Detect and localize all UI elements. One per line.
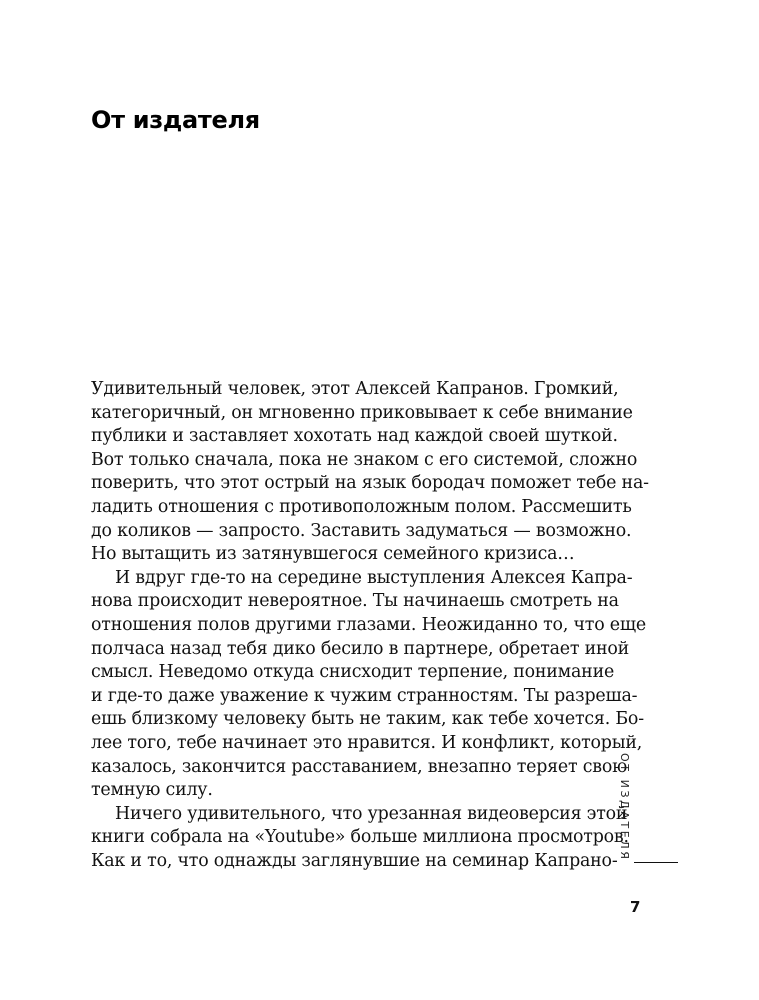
text-line: поверить, что этот острый на язык бородач поможет тебе на-: [91, 473, 649, 494]
text-line: и где-то даже уважение к чужим странностям. Ты разреша-: [91, 685, 638, 706]
margin-rule: [634, 862, 678, 863]
text-line: И вдруг где-то на середине выступления Алексея Капра-: [115, 567, 633, 588]
text-line: Но вытащить из затянувшегося семейного кризиса…: [91, 544, 575, 565]
text-line: Удивительный человек, этот Алексей Капранов. Громкий,: [91, 379, 619, 399]
text-line: казалось, закончится расставанием, внезапно теряет свою: [91, 756, 628, 777]
text-line: лее того, тебе начинает это нравится. И конфликт, который,: [91, 732, 643, 753]
text-line: полчаса назад тебя дико бесило в партнере, обретает иной: [91, 638, 630, 659]
page-number: 7: [630, 898, 641, 916]
text-line: категоричный, он мгновенно приковывает к себе внимание: [91, 402, 633, 423]
text-line: книги собрала на «Youtube» больше миллиона просмотров.: [91, 827, 629, 848]
text-line: публики и заставляет хохотать над каждой своей шуткой.: [91, 426, 618, 447]
text-line: Вот только сначала, пока не знаком с его системой, сложно: [91, 449, 638, 470]
text-line: смысл. Неведомо откуда снисходит терпение, понимание: [91, 662, 615, 683]
text-line: темную силу.: [91, 780, 213, 801]
text-line: нова происходит невероятное. Ты начинаешь смотреть на: [91, 591, 619, 612]
text-line: Ничего удивительного, что урезанная видеоверсия этой: [115, 803, 628, 824]
running-head: ОТ ИЗДАТЕЛЯ: [618, 753, 631, 862]
section-heading: От издателя: [91, 106, 260, 134]
text-line: отношения полов другими глазами. Неожиданно то, что еще: [91, 614, 646, 635]
text-line: ладить отношения с противоположным полом. Рассмешить: [91, 496, 632, 517]
text-line: ешь близкому человеку быть не таким, как тебе хочется. Бо-: [91, 709, 644, 730]
text-line: до коликов — запросто. Заставить задуматься — возможно.: [91, 520, 632, 541]
text-line: Как и то, что однажды заглянувшие на семинар Капрано-: [91, 850, 618, 871]
